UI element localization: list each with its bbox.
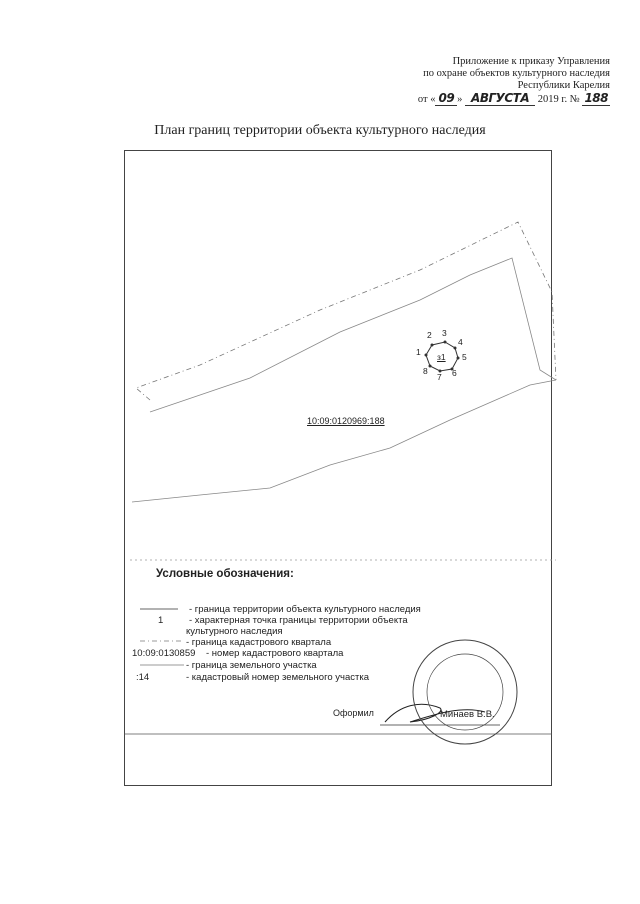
legend-item-territory-boundary: - граница территории объекта культурного наследия xyxy=(189,604,421,615)
parcel-cadastral-number: 10:09:0120969:188 xyxy=(307,416,385,426)
date-prefix: от « xyxy=(417,94,436,105)
boundary-point-3 xyxy=(444,341,447,344)
header-line-1: Приложение к приказу Управления xyxy=(452,56,610,67)
boundary-point-8 xyxy=(429,365,432,368)
point-label-2: 2 xyxy=(427,330,432,340)
boundary-point-5 xyxy=(457,357,460,360)
legend-item-quarter-boundary: - граница кадастрового квартала xyxy=(186,637,332,648)
date-month: АВГУСТА xyxy=(465,91,535,106)
cadastral-quarter-boundary xyxy=(136,222,556,400)
page-title: План границ территории объекта культурного наследия xyxy=(154,123,486,138)
point-label-6: 6 xyxy=(452,368,457,378)
seal-stamp xyxy=(413,640,517,744)
legend-item-boundary-point-cont: культурного наследия xyxy=(186,626,283,637)
point-label-1: 1 xyxy=(416,347,421,357)
point-label-5: 5 xyxy=(462,352,467,362)
header-line-3: Республики Карелия xyxy=(517,80,610,91)
legend-item-quarter-number: - номер кадастрового квартала xyxy=(206,648,344,659)
date-day: 09 xyxy=(435,91,457,106)
point-label-4: 4 xyxy=(458,337,463,347)
date-mid: » xyxy=(457,94,463,105)
legend-item-parcel-boundary: - граница земельного участка xyxy=(186,660,317,671)
object-label: з1 xyxy=(437,352,446,362)
point-label-7: 7 xyxy=(437,372,442,382)
header-line-2: по охране объектов культурного наследия xyxy=(423,68,610,79)
signature-name: Минаев В.В. xyxy=(440,709,495,720)
legend-title: Условные обозначения: xyxy=(156,568,294,580)
land-parcel-boundary-upper xyxy=(150,258,556,412)
signature-label: Оформил xyxy=(333,708,374,718)
date-year: 2019 г. № xyxy=(537,94,580,105)
legend-item-parcel-number: - кадастровый номер земельного участка xyxy=(186,672,370,683)
land-parcel-boundary-lower xyxy=(132,380,556,502)
legend-symbol-parcel-number: :14 xyxy=(136,672,150,683)
boundary-point-2 xyxy=(431,344,434,347)
legend-symbol-point: 1 xyxy=(158,615,164,626)
legend-item-boundary-point: - характерная точка границы территории объекта xyxy=(189,615,408,626)
point-label-8: 8 xyxy=(423,366,428,376)
doc-number: 188 xyxy=(584,91,608,105)
legend-symbol-quarter-number: 10:09:0130859 xyxy=(132,648,196,659)
boundary-point-1 xyxy=(425,354,428,357)
point-label-3: 3 xyxy=(442,328,447,338)
boundary-point-4 xyxy=(454,347,457,350)
